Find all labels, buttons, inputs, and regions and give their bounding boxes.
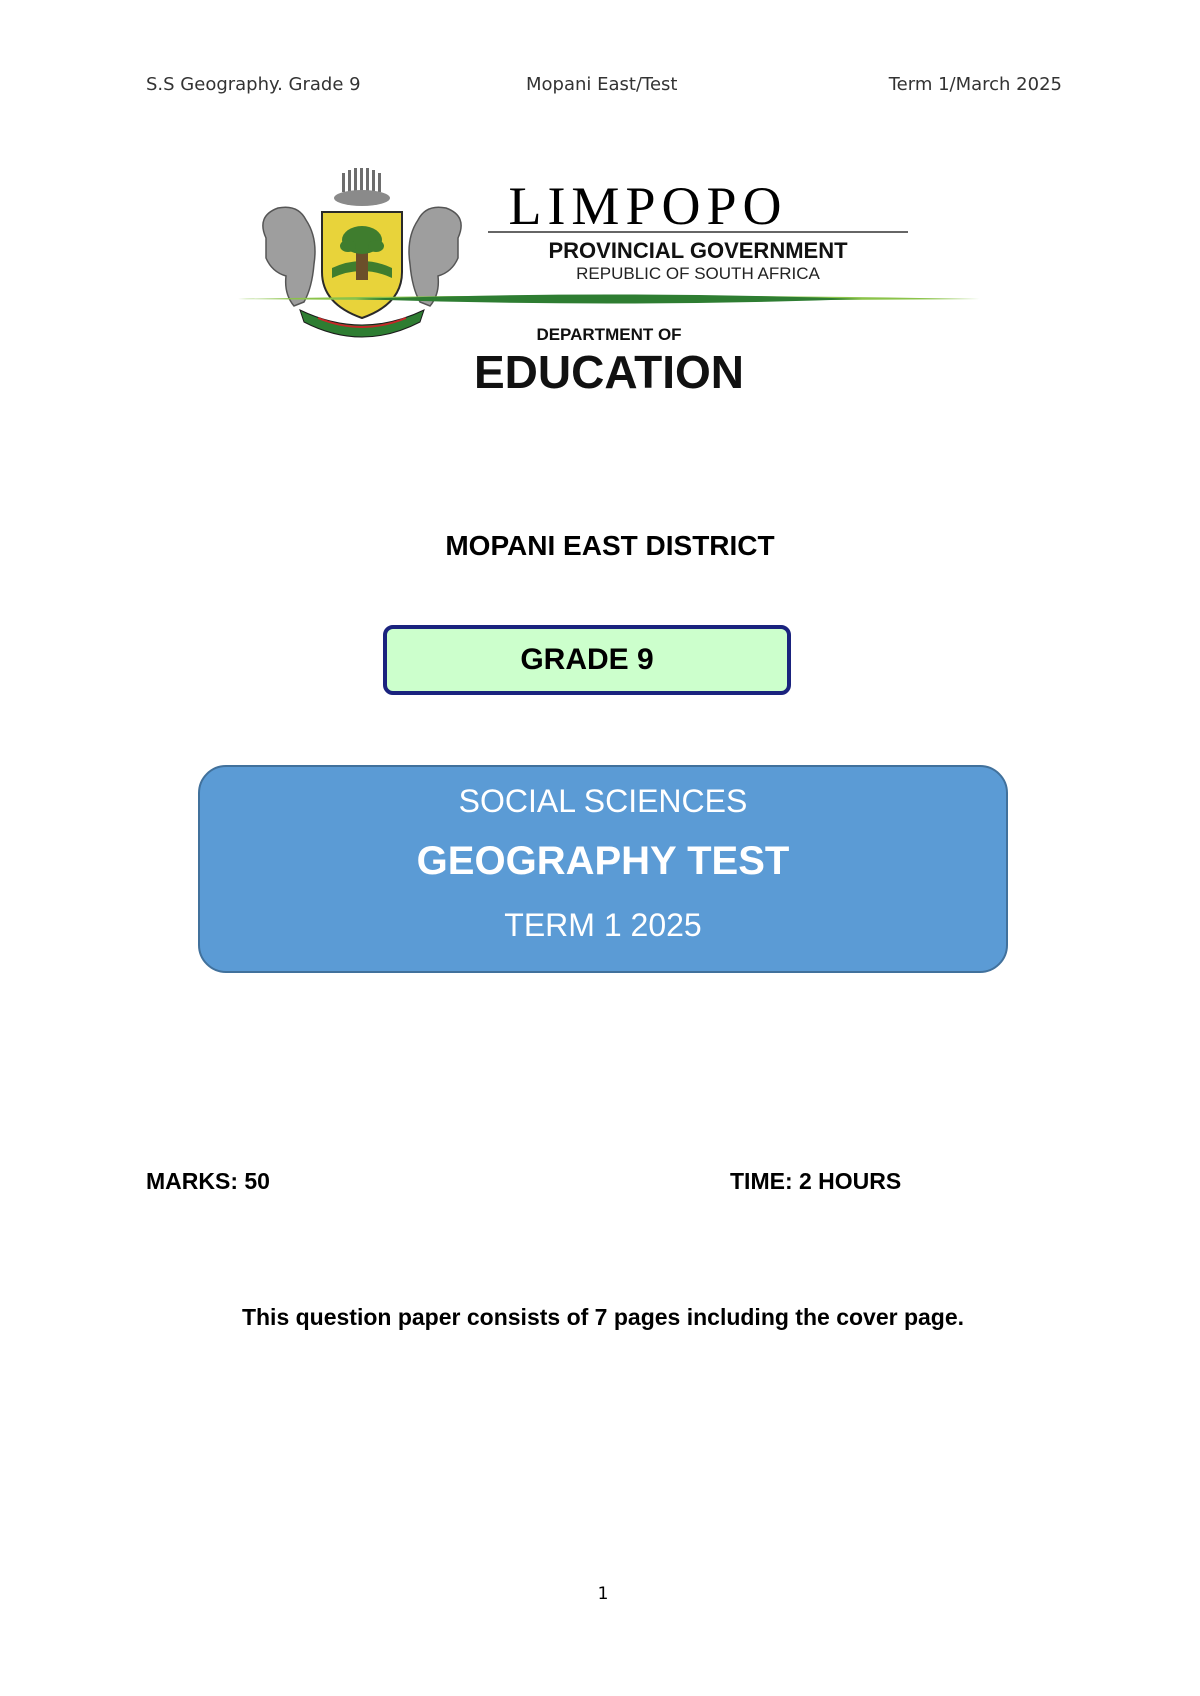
test-term: TERM 1 2025 (504, 907, 702, 943)
subject-area: SOCIAL SCIENCES (458, 783, 748, 819)
marks-label: MARKS: 50 (146, 1168, 270, 1194)
pages-note: This question paper consists of 7 pages including the cover page. (241, 1304, 965, 1330)
header-left: S.S Geography. Grade 9 (146, 74, 361, 95)
coat-of-arms-icon (263, 168, 461, 337)
page-header (146, 74, 1062, 100)
province-name: LIMPOPO (508, 176, 788, 236)
republic-name: REPUBLIC OF SOUTH AFRICA (576, 264, 820, 283)
subject-panel (198, 765, 1008, 973)
test-title: GEOGRAPHY TEST (416, 839, 790, 883)
page-number: 1 (597, 1584, 609, 1604)
government-name: PROVINCIAL GOVERNMENT (548, 238, 848, 263)
header-right: Term 1/March 2025 (888, 74, 1062, 95)
district-title: MOPANI EAST DISTRICT (445, 530, 775, 561)
education-label: EDUCATION (473, 346, 745, 398)
limpopo-education-logo (236, 168, 982, 398)
grade-label: GRADE 9 (520, 643, 654, 676)
time-label: TIME: 2 HOURS (730, 1168, 902, 1194)
department-label: DEPARTMENT OF (536, 325, 682, 344)
grade-box (383, 625, 791, 695)
header-center: Mopani East/Test (526, 74, 678, 95)
